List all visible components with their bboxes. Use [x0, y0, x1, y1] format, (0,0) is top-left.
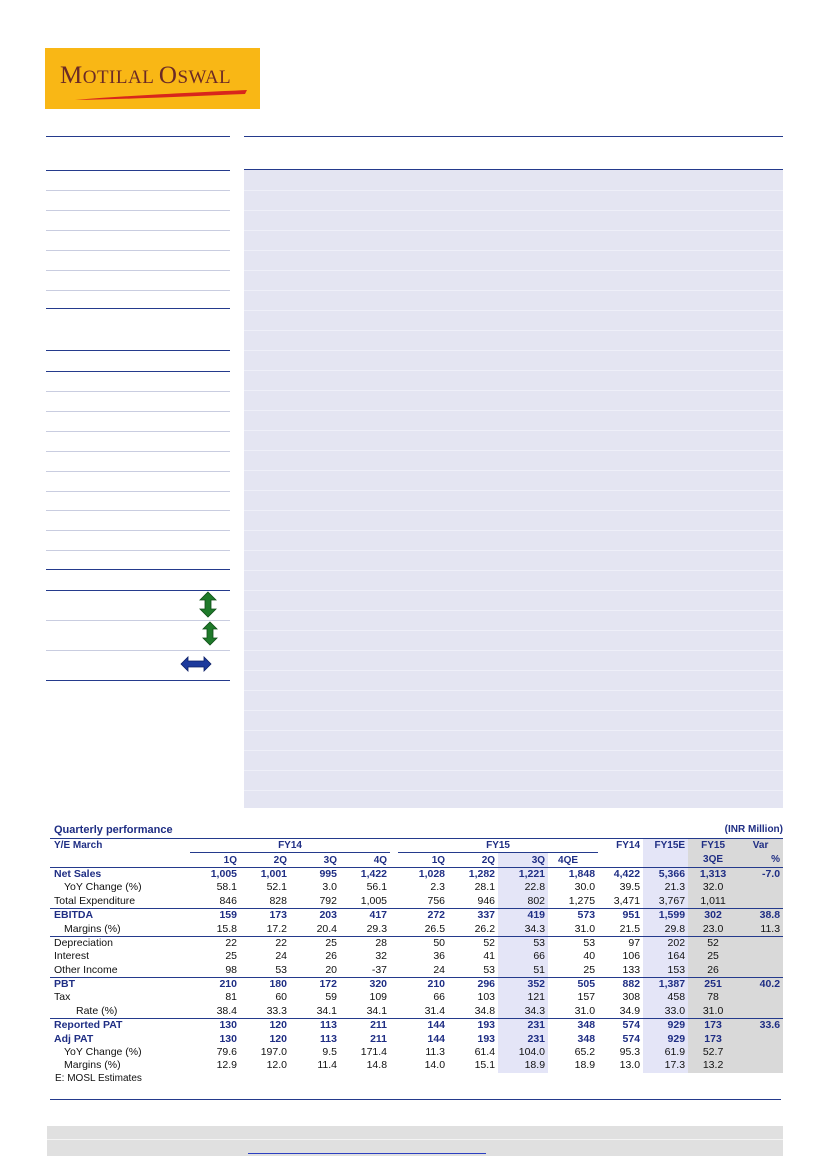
table-cell: 20.4	[316, 922, 337, 935]
table-cell: -7.0	[738, 867, 783, 881]
table-cell: 458	[643, 991, 688, 1004]
table-cell: 29.8	[643, 922, 688, 936]
table-cell: 130	[190, 1019, 240, 1033]
header-quarter: 3Q	[290, 853, 340, 867]
row-label: Depreciation	[50, 936, 190, 950]
row-label: Other Income	[54, 963, 118, 976]
table-cell: 38.4	[216, 1004, 237, 1017]
table-title: Quarterly performance	[54, 824, 173, 836]
table-cell: 30.0	[574, 881, 596, 894]
table-cell: 296	[448, 977, 498, 991]
column-gap	[390, 964, 398, 978]
table-cell: 1,005	[210, 867, 237, 880]
table-row	[50, 1046, 783, 1059]
table-cell: 109	[369, 991, 388, 1004]
row-label: PBT	[50, 977, 190, 991]
header-quarter: 1Q	[190, 853, 240, 867]
table-cell: 193	[448, 1019, 498, 1033]
table-row	[50, 1059, 783, 1072]
table-cell: 39.5	[619, 881, 641, 894]
table-cell: 164	[643, 950, 688, 963]
table-row	[50, 922, 783, 936]
table-cell: 50	[398, 936, 448, 950]
logo-wordmark: MOTILAL OSWAL	[60, 62, 232, 89]
table-cell: 419	[498, 908, 548, 922]
main-top-rule	[244, 136, 783, 137]
table-cell: 22.8	[498, 881, 548, 894]
table-cell: 51	[498, 964, 548, 978]
table-cell: 203	[290, 908, 340, 922]
table-cell: 574	[622, 1032, 641, 1045]
table-cell: 38.8	[738, 908, 783, 922]
table-cell: 2.3	[430, 881, 446, 894]
table-cell: 1,422	[360, 867, 388, 880]
table-cell: 26.2	[474, 922, 496, 935]
header-quarter	[598, 853, 643, 867]
table-cell	[738, 936, 783, 950]
table-cell: 28	[340, 936, 390, 950]
table-footnote: E: MOSL Estimates	[55, 1073, 142, 1081]
table-cell: 231	[498, 1032, 548, 1045]
table-cell: 52	[688, 936, 738, 950]
row-label: Interest	[54, 950, 90, 963]
quarterly-performance-table	[50, 838, 783, 1073]
table-cell: 792	[319, 894, 337, 907]
sidebar-rule	[46, 550, 230, 551]
table-row	[50, 1005, 783, 1019]
table-row	[50, 977, 783, 991]
table-cell: 98	[225, 963, 237, 976]
table-cell: 251	[688, 977, 738, 991]
table-cell: 929	[643, 1019, 688, 1033]
table-cell: 17.3	[643, 1059, 688, 1072]
sidebar-rule	[46, 491, 230, 492]
up-down-arrow-icon	[199, 591, 217, 618]
table-row	[50, 895, 783, 909]
sidebar-rule	[46, 190, 230, 191]
table-cell: 26	[325, 950, 337, 963]
table-cell: 121	[498, 991, 548, 1004]
column-gap	[390, 1005, 398, 1019]
column-gap	[390, 895, 398, 909]
table-cell: 929	[643, 1032, 688, 1045]
table-cell: 104.0	[498, 1046, 548, 1059]
table-cell: 1,001	[260, 867, 287, 880]
row-label: Net Sales	[54, 867, 102, 880]
company-logo	[45, 48, 260, 109]
table-header-group-row	[50, 839, 783, 853]
sidebar-rule	[46, 371, 230, 372]
row-label: Total Expenditure	[54, 894, 136, 907]
table-cell: 34.1	[366, 1004, 388, 1017]
table-cell: 31.0	[574, 1004, 596, 1017]
row-label: Reported PAT	[50, 1019, 190, 1033]
sidebar-rule	[46, 170, 230, 171]
sidebar-rule	[46, 290, 230, 291]
table-cell	[738, 964, 783, 978]
table-cell: 210	[190, 977, 240, 991]
table-cell	[738, 1046, 783, 1059]
sidebar-rule	[46, 530, 230, 531]
header-quarter: 3Q	[498, 853, 548, 867]
table-cell: 20	[325, 963, 337, 976]
table-cell: 1,848	[568, 867, 596, 880]
table-cell	[738, 895, 783, 909]
table-cell: 11.4	[317, 1059, 337, 1072]
table-cell	[738, 1005, 783, 1019]
table-cell: 34.1	[316, 1004, 337, 1017]
table-cell: 337	[448, 908, 498, 922]
row-label: YoY Change (%)	[64, 1046, 142, 1059]
table-cell: 33.6	[738, 1019, 783, 1033]
table-row	[50, 1032, 783, 1045]
table-cell: 1,313	[688, 867, 738, 881]
table-cell: 52.7	[688, 1046, 738, 1059]
table-header-quarter-row	[50, 853, 783, 867]
table-cell: 197.0	[260, 1046, 287, 1059]
table-cell: 53	[483, 963, 496, 976]
table-cell: 951	[598, 908, 643, 922]
table-cell	[738, 1032, 783, 1045]
row-label: Margins (%)	[64, 1059, 121, 1072]
row-label: Adj PAT	[54, 1032, 94, 1045]
table-cell: 52	[448, 936, 498, 950]
table-cell: 11.3	[738, 922, 783, 936]
table-cell: 34.9	[619, 1004, 641, 1017]
table-cell: 113	[290, 1019, 340, 1033]
table-cell: 157	[577, 991, 596, 1004]
row-label: EBITDA	[50, 908, 190, 922]
header-quarter: 2Q	[448, 853, 498, 867]
table-cell: 1,011	[688, 895, 738, 909]
table-row	[50, 936, 783, 950]
row-label: YoY Change (%)	[64, 881, 142, 894]
table-cell: 120	[269, 1032, 287, 1045]
table-cell: 53	[275, 963, 287, 976]
table-cell: 26	[688, 964, 738, 978]
table-cell: 15.8	[216, 922, 237, 935]
sidebar-rule	[46, 431, 230, 432]
table-cell: 4,422	[613, 867, 641, 880]
table-cell: 17.2	[266, 922, 287, 935]
table-cell: 58.1	[216, 881, 237, 894]
table-cell: 144	[398, 1019, 448, 1033]
table-cell: 1,599	[643, 908, 688, 922]
table-cell: 97	[598, 936, 643, 950]
table-cell: 153	[643, 964, 688, 978]
sidebar-rule	[46, 250, 230, 251]
header-quarter	[643, 853, 688, 867]
table-cell: 33.0	[643, 1005, 688, 1019]
table-cell: 120	[240, 1019, 290, 1033]
table-cell: 53	[548, 936, 598, 950]
table-cell: 9.5	[322, 1046, 337, 1059]
table-cell: 15.1	[474, 1059, 496, 1072]
sidebar-rule	[46, 650, 230, 651]
logo-swoosh-icon	[45, 48, 260, 109]
column-gap	[390, 1019, 398, 1033]
up-down-arrow-icon	[202, 621, 218, 646]
table-cell	[738, 991, 783, 1004]
header-fy14-group: FY14	[190, 839, 390, 853]
sidebar-rule	[46, 569, 230, 570]
header-fy14-total: FY14	[598, 839, 643, 853]
table-cell: 574	[598, 1019, 643, 1033]
sidebar-rule	[46, 391, 230, 392]
column-gap	[390, 950, 398, 963]
table-cell: 95.3	[619, 1046, 641, 1059]
table-cell: 26.5	[424, 922, 446, 935]
table-cell: 23.0	[688, 922, 738, 936]
table-cell: 33.3	[266, 1004, 287, 1017]
table-cell: 802	[498, 895, 548, 909]
sidebar-rule	[46, 411, 230, 412]
table-cell: 61.9	[643, 1046, 688, 1059]
table-cell: 18.9	[498, 1059, 548, 1072]
table-cell: 18.9	[574, 1059, 596, 1072]
table-cell: 41	[483, 950, 496, 963]
table-cell: 946	[477, 894, 496, 907]
table-cell: 1,275	[568, 894, 596, 907]
sidebar-rule	[46, 270, 230, 271]
header-ye-march: Y/E March	[50, 839, 190, 853]
table-cell: 12.9	[216, 1059, 237, 1072]
header-fy15-group: FY15	[398, 839, 598, 853]
table-cell: 348	[548, 1019, 598, 1033]
table-cell: 66	[433, 991, 446, 1004]
table-cell: 272	[398, 908, 448, 922]
table-cell: 31.4	[424, 1004, 446, 1017]
header-quarter: 1Q	[398, 853, 448, 867]
table-cell: 573	[548, 908, 598, 922]
table-cell	[738, 1059, 783, 1072]
table-cell: 21.3	[643, 881, 688, 894]
sidebar-rule	[46, 350, 230, 351]
table-cell: 231	[498, 1019, 548, 1033]
table-cell: 756	[427, 894, 446, 907]
table-cell: 130	[219, 1032, 237, 1045]
header-fy15-estimate: FY15	[688, 839, 738, 853]
table-cell: 1,282	[468, 867, 496, 880]
table-cell: 28.1	[474, 881, 496, 894]
table-cell: 171.4	[360, 1046, 388, 1059]
column-gap	[390, 977, 398, 991]
column-gap	[390, 991, 398, 1004]
table-cell: 3,767	[643, 895, 688, 909]
table-cell: 103	[477, 991, 496, 1004]
table-row	[50, 1019, 783, 1033]
table-cell: 106	[622, 950, 641, 963]
table-cell: 61.4	[474, 1046, 496, 1059]
table-row	[50, 991, 783, 1004]
table-cell	[738, 950, 783, 963]
column-gap	[390, 1032, 398, 1045]
table-cell: 21.5	[619, 922, 641, 935]
table-row	[50, 950, 783, 963]
table-cell: 59	[325, 991, 337, 1004]
table-cell: 1,221	[498, 867, 548, 881]
table-cell: 14.0	[424, 1059, 446, 1072]
sidebar-rule	[46, 451, 230, 452]
table-cell: 25	[688, 950, 738, 963]
header-quarter: 3QE	[688, 853, 738, 867]
table-cell: 22	[190, 936, 240, 950]
table-cell: 24	[275, 950, 287, 963]
table-cell: 40.2	[738, 977, 783, 991]
sidebar-rule	[46, 510, 230, 511]
row-label: Tax	[54, 991, 71, 1004]
table-cell: 202	[643, 936, 688, 950]
table-cell: 32	[375, 950, 388, 963]
column-gap	[390, 936, 398, 950]
table-cell: 32.0	[688, 881, 738, 894]
sidebar-rule	[46, 308, 230, 309]
table-cell: 144	[427, 1032, 446, 1045]
column-gap	[390, 1046, 398, 1059]
table-cell: 348	[577, 1032, 596, 1045]
table-cell: 11.3	[425, 1046, 446, 1059]
table-cell: 81	[225, 991, 237, 1004]
table-cell: 1,005	[360, 894, 388, 907]
table-cell: 79.6	[216, 1046, 237, 1059]
page-bottom-rule	[50, 1099, 781, 1100]
table-unit: (INR Million)	[724, 824, 783, 835]
header-quarter: 2Q	[240, 853, 290, 867]
table-cell: 882	[598, 977, 643, 991]
table-cell: 995	[319, 867, 337, 880]
table-cell: 5,366	[643, 867, 688, 881]
table-row	[50, 964, 783, 978]
table-cell	[738, 881, 783, 894]
main-content-panel	[244, 170, 783, 808]
table-cell: -37	[371, 963, 388, 976]
table-cell: 3.0	[322, 881, 337, 894]
row-label: Margins (%)	[64, 922, 121, 935]
table-row	[50, 881, 783, 894]
table-cell: 24	[433, 963, 446, 976]
table-cell: 25	[290, 936, 340, 950]
table-cell: 173	[240, 908, 290, 922]
table-cell: 173	[688, 1019, 738, 1033]
page-footer-band	[47, 1126, 783, 1156]
table-cell: 308	[622, 991, 641, 1004]
header-quarter: 4Q	[340, 853, 390, 867]
table-cell: 352	[498, 977, 548, 991]
table-cell: 31.0	[574, 922, 596, 935]
table-cell: 29.3	[366, 922, 388, 935]
table-cell: 34.3	[498, 922, 548, 936]
header-fy15e-total: FY15E	[643, 839, 688, 853]
table-cell: 211	[340, 1019, 390, 1033]
table-cell: 211	[370, 1032, 388, 1045]
header-quarter: 4QE	[548, 853, 598, 867]
row-label: Rate (%)	[76, 1004, 118, 1017]
table-row	[50, 908, 783, 922]
table-cell: 302	[688, 908, 738, 922]
table-cell: 828	[269, 894, 287, 907]
table-cell: 66	[498, 950, 548, 963]
table-cell: 31.0	[688, 1005, 738, 1019]
table-cell: 25	[583, 963, 596, 976]
sidebar-rule	[46, 210, 230, 211]
table-cell: 34.3	[498, 1005, 548, 1019]
table-cell: 210	[398, 977, 448, 991]
column-gap	[390, 1059, 398, 1072]
column-gap	[390, 922, 398, 936]
header-quarter: %	[738, 853, 783, 867]
table-cell: 25	[225, 950, 237, 963]
table-cell: 159	[190, 908, 240, 922]
table-cell: 113	[320, 1032, 337, 1045]
table-cell: 34.8	[474, 1004, 496, 1017]
sidebar-top-rule	[46, 136, 230, 137]
table-cell: 78	[688, 991, 738, 1004]
table-cell: 52.1	[266, 881, 287, 894]
table-cell: 65.2	[574, 1046, 596, 1059]
table-cell: 1,028	[418, 867, 446, 880]
table-cell: 846	[219, 894, 237, 907]
column-gap	[390, 881, 398, 894]
table-cell: 13.2	[688, 1059, 738, 1072]
table-cell: 3,471	[613, 894, 641, 907]
column-gap	[390, 867, 398, 881]
table-cell: 40	[583, 950, 596, 963]
table-cell: 417	[340, 908, 390, 922]
table-row	[50, 867, 783, 881]
table-cell: 505	[548, 977, 598, 991]
table-cell: 173	[688, 1032, 738, 1045]
table-cell: 1,387	[643, 977, 688, 991]
table-cell: 60	[275, 991, 287, 1004]
footer-link-underline[interactable]	[248, 1153, 486, 1154]
table-cell: 12.0	[266, 1059, 287, 1072]
left-right-arrow-icon	[180, 656, 212, 672]
table-cell: 36	[433, 950, 446, 963]
table-cell: 53	[498, 936, 548, 950]
table-cell: 22	[240, 936, 290, 950]
table-cell: 13.0	[619, 1059, 641, 1072]
table-cell: 56.1	[366, 881, 388, 894]
table-cell: 180	[240, 977, 290, 991]
sidebar-rule	[46, 230, 230, 231]
table-cell: 320	[340, 977, 390, 991]
sidebar-rule	[46, 471, 230, 472]
table-cell: 14.8	[366, 1059, 388, 1072]
table-cell: 133	[622, 963, 641, 976]
header-variance: Var	[738, 839, 783, 853]
sidebar-rule	[46, 680, 230, 681]
table-cell: 172	[290, 977, 340, 991]
column-gap	[390, 908, 398, 922]
table-cell: 193	[477, 1032, 496, 1045]
